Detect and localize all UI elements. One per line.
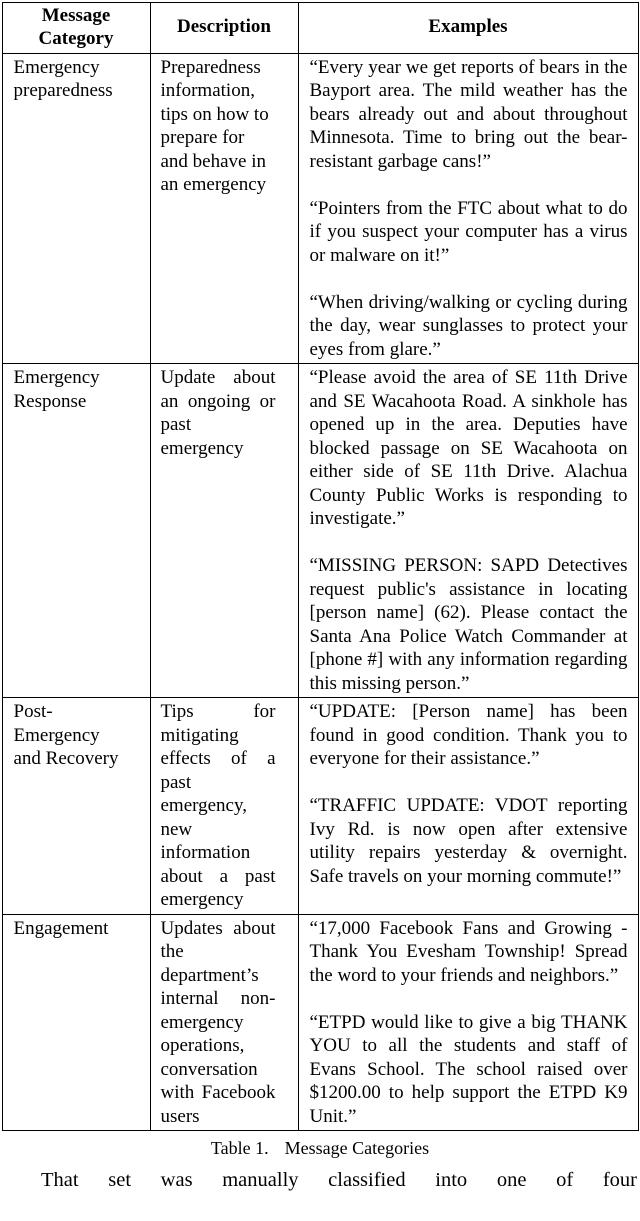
category-cell: Post-Emergency and Recovery <box>2 698 150 915</box>
examples-cell <box>298 53 638 364</box>
example-paragraph: “Every year we get reports of bears in the Bayport area. The mild weather has the bears already out and about throughout Minnesota. Time to bring out the bear-resistant garbage cans!” <box>309 56 628 172</box>
description-cell: Tips for mitigating effects of a past emergency, new information about a past emergency <box>150 698 298 915</box>
table-caption-title: Message Categories <box>284 1138 430 1159</box>
example-paragraph: “MISSING PERSON: SAPD Detectives request public's assistance in locating [person name] (62). Please contact the Santa Ana Police Watch Commander at [phone #] with any information regarding this missing person.” <box>309 555 628 694</box>
example-paragraph: “TRAFFIC UPDATE: VDOT reporting Ivy Rd. is now open after extensive utility repairs yesterday & overnight. Safe travels on your morning commute!” <box>309 795 628 887</box>
table-caption-label: Table 1. <box>210 1138 269 1159</box>
table-row-emergency-response <box>2 364 638 698</box>
body-paragraph: That set was manually classified into one of four <box>41 1169 637 1192</box>
message-categories-table <box>2 2 639 1131</box>
category-cell: Emergency preparedness <box>2 53 150 364</box>
example-paragraph: “Please avoid the area of SE 11th Drive and SE Wacahoota Road. A sinkhole has opened up in the area. Deputies have blocked passage on SE Wacahoota on either side of SE 11th Drive. Alachua County Public Works is responding to investigate.” <box>309 367 628 530</box>
example-paragraph: “UPDATE: [Person name] has been found in good condition. Thank you to everyone for their assistance.” <box>309 701 628 770</box>
table-row-engagement <box>2 914 638 1131</box>
description-cell: Preparedness information, tips on how to prepare for and behave in an emergency <box>150 53 298 364</box>
example-paragraph: “When driving/walking or cycling during the day, wear sunglasses to protect your eyes from glare.” <box>309 291 628 360</box>
header-message-category: Message Category <box>2 3 150 54</box>
example-paragraph: “Pointers from the FTC about what to do if you suspect your computer has a virus or malware on it!” <box>309 197 628 266</box>
header-examples: Examples <box>298 3 638 54</box>
header-row <box>2 3 638 54</box>
examples-cell <box>298 914 638 1131</box>
description-cell: Updates about the department’s internal non-emergency operations, conversation with Facebook users <box>150 914 298 1131</box>
examples-cell <box>298 698 638 915</box>
example-paragraph: “17,000 Facebook Fans and Growing - Thank You Evesham Township! Spread the word to your friends and neighbors.” <box>309 917 628 986</box>
category-cell: Engagement <box>2 914 150 1131</box>
description-cell: Update about an ongoing or past emergency <box>150 364 298 698</box>
table-row-post-emergency-recovery <box>2 698 638 915</box>
examples-cell <box>298 364 638 698</box>
example-paragraph: “ETPD would like to give a big THANK YOU to all the students and staff of Evans School. The school raised over $1200.00 to help support the ETPD K9 Unit.” <box>309 1011 628 1127</box>
header-description: Description <box>150 3 298 54</box>
table-row-emergency-preparedness <box>2 53 638 364</box>
table-caption <box>0 1138 640 1159</box>
category-cell: Emergency Response <box>2 364 150 698</box>
